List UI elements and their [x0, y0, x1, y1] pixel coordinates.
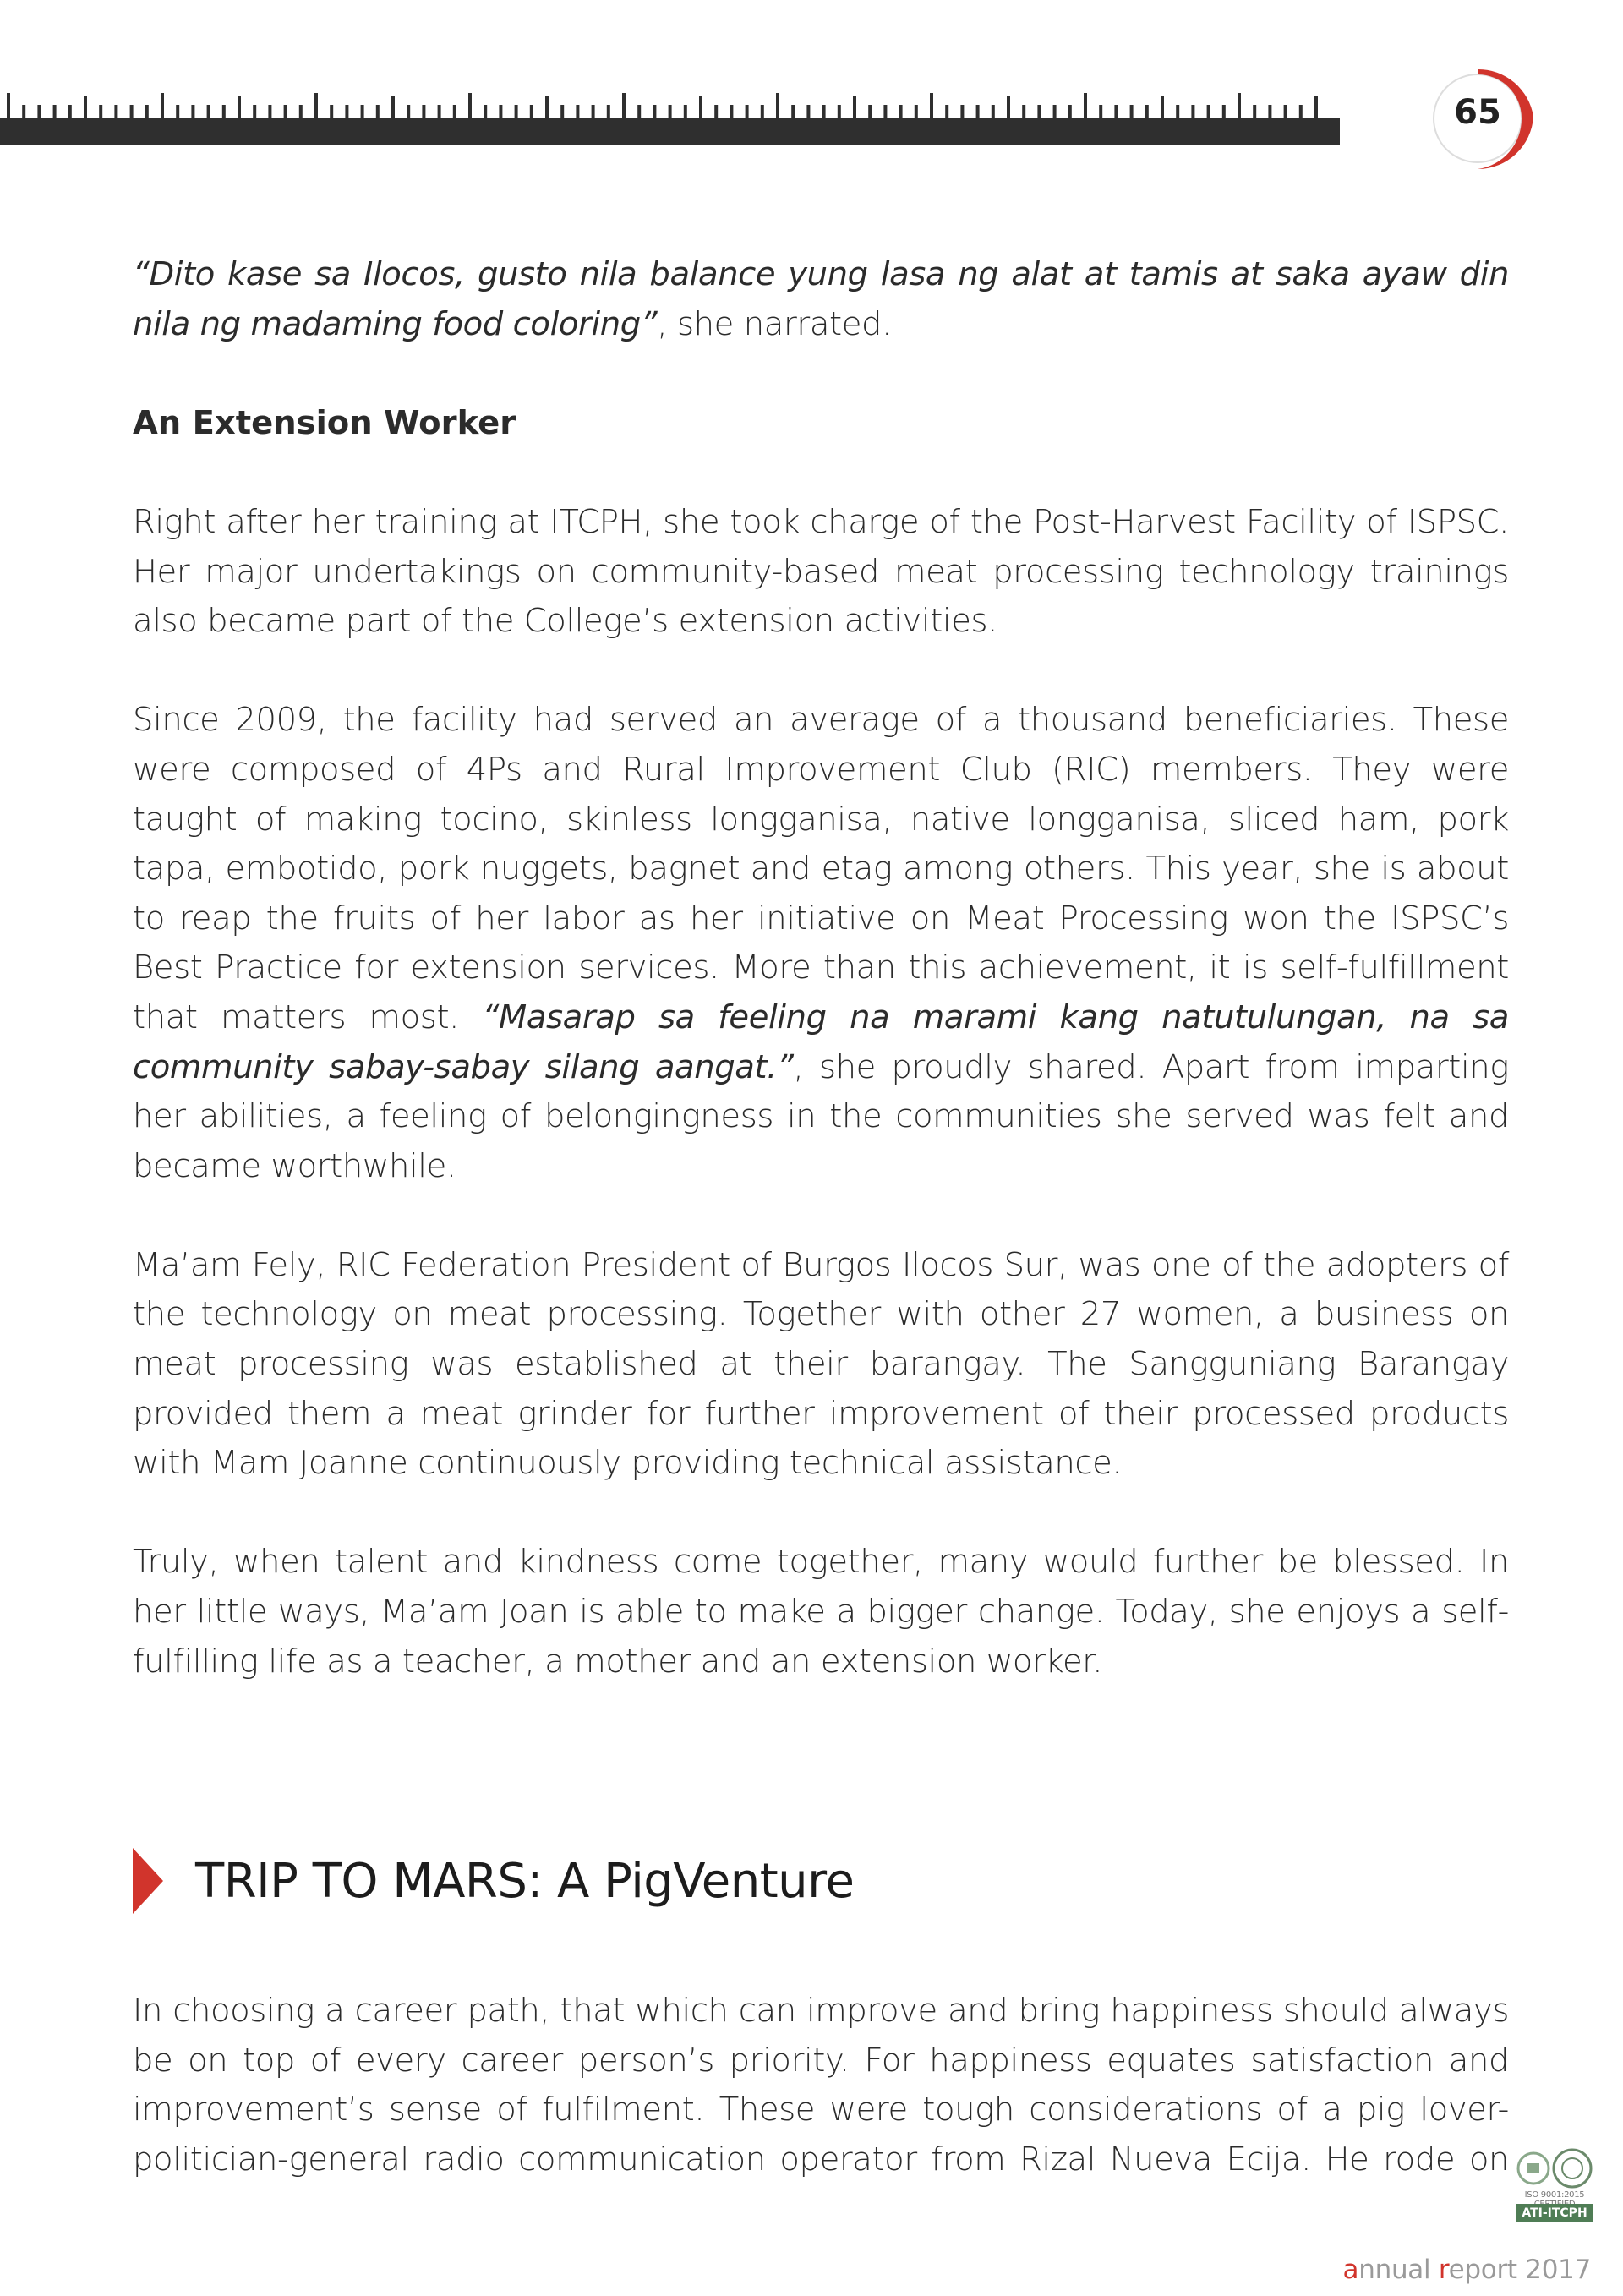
ruler-tick — [422, 105, 425, 118]
ruler-tick — [1145, 105, 1149, 118]
ruler-tick — [1314, 96, 1318, 118]
ruler-tick — [1007, 96, 1010, 118]
ruler-tick — [714, 105, 718, 118]
ruler-tick — [1299, 105, 1303, 118]
ruler-tick — [391, 96, 395, 118]
ruler-tick — [853, 96, 856, 118]
ruler-tick — [1099, 105, 1102, 118]
ruler-tick — [37, 105, 41, 118]
ruler-tick — [930, 93, 933, 118]
section-paragraph-1: In choosing a career path, that which can improve and bring happiness should always be on top of every career person’s priority. For happiness equates satisfaction and improvement’s sense of fulfilment. These were tough considerations of a pig lover-politician-general radio communication operator from Rizal Nueva Ecija. He rode on — [133, 1992, 1509, 2178]
ruler-tick — [499, 105, 502, 118]
ruler-tick — [453, 105, 456, 118]
ruler-tick — [576, 105, 579, 118]
paragraph-3: Ma’am Fely, RIC Federation President of Burgos Ilocos Sur, was one of the adopters of the technology on meat processing. Together with other 27 women, a business on meat processing was established at their barangay. The Sangguniang Barangay provided them a meat grinder for further improvement of their processed products with Mam Joanne continuously providing technical assistance. — [133, 1245, 1509, 1483]
paragraph-2 — [133, 696, 1509, 1191]
iso-seal-icon — [1505, 2143, 1604, 2190]
ruler-tick — [1253, 105, 1256, 118]
section-heading — [133, 1847, 854, 1915]
ruler-tick — [330, 105, 333, 118]
ruler-tick — [992, 105, 995, 118]
footer-letter-a: a — [1342, 2255, 1359, 2285]
ruler-tick — [1114, 105, 1118, 118]
ruler-tick — [468, 93, 472, 118]
ruler-tick — [361, 105, 364, 118]
footer-word-annual: nnual — [1358, 2255, 1439, 2285]
opening-quote-paragraph — [133, 250, 1509, 349]
ruler-tick — [345, 105, 348, 118]
ruler-tick — [1238, 93, 1241, 118]
ruler-tick — [191, 105, 194, 118]
ruler-tick — [238, 96, 241, 118]
ruler-tick — [761, 105, 764, 118]
ruler-tick — [1191, 105, 1194, 118]
ruler-tick — [314, 93, 318, 118]
ruler-tick — [1222, 105, 1226, 118]
ruler-tick — [868, 105, 872, 118]
paragraph-1: Right after her training at ITCPH, she took charge of the Post-Harvest Facility of ISPSC. Her major undertakings on community-based meat processing technology trainings also became part of the College’s extension activities. — [133, 502, 1509, 641]
ruler-tick — [284, 105, 287, 118]
ruler-tick — [838, 105, 841, 118]
ruler-tick — [1084, 93, 1087, 118]
ruler-tick — [915, 105, 918, 118]
ruler-tick — [22, 105, 25, 118]
ruler-tick — [1207, 105, 1210, 118]
article-body — [133, 250, 1509, 1736]
ruler-tick — [438, 105, 441, 118]
footer-word-report: eport 2017 — [1448, 2255, 1591, 2285]
ruler-tick — [130, 105, 134, 118]
footer-annual-report — [1343, 2255, 1591, 2285]
ruler-tick — [653, 105, 656, 118]
ruler-tick — [1068, 105, 1072, 118]
ruler-tick — [99, 105, 102, 118]
page-number: 65 — [1454, 93, 1501, 132]
ruler-tick — [806, 105, 810, 118]
ruler-tick — [899, 105, 903, 118]
page-number-badge — [1429, 51, 1547, 169]
ruler-tick — [299, 105, 303, 118]
ruler-tick — [207, 105, 210, 118]
ruler-tick — [669, 105, 672, 118]
section-heading-text: TRIP TO MARS: A PigVenture — [195, 1853, 855, 1909]
ruler-tick — [1053, 105, 1057, 118]
ruler-tick — [622, 93, 626, 118]
ruler-tick — [592, 105, 595, 118]
paragraph-2-text-a: Since 2009, the facility had served an average of a thousand beneficiaries. These were composed of 4Ps and Rural Improvement Club (RIC) members. They were taught of making tocino, skinless longganisa, native longganisa, sliced ham, pork tapa, embotido, pork nuggets, bagnet and etag among others. This year, she is about to reap the fruits of her labor as her initiative on Meat Processing won the ISPSC’s Best Practice for extension services. More than this achievement, it is self-fulfillment that matters most. — [133, 701, 1509, 1036]
ruler-tick — [407, 105, 410, 118]
opening-quote-tail: , she narrated. — [657, 304, 892, 343]
ruler-tick — [84, 96, 87, 118]
ruler-tick — [1268, 105, 1271, 118]
ruler-tick — [176, 105, 179, 118]
ruler-tick — [976, 105, 980, 118]
ruler-tick — [791, 105, 795, 118]
ruler-tick — [530, 105, 533, 118]
section-body — [133, 1987, 1509, 2184]
ruler-tick — [637, 105, 641, 118]
paragraph-2-quote: “Masarap sa feeling na marami kang natutulungan, na sa community sabay-sabay silang aangat.” — [133, 998, 1509, 1086]
ruler-tick — [699, 96, 702, 118]
ruler-tick — [960, 105, 964, 118]
opening-quote: “Dito kase sa Ilocos, gusto nila balance yung lasa ng alat at tamis at saka ayaw din nila ng madaming food coloring” — [133, 255, 1509, 343]
ruler-tick — [484, 105, 487, 118]
ruler-tick — [68, 105, 72, 118]
ati-itcph-label: ATI-ITCPH — [1516, 2204, 1593, 2222]
ruler-tick — [1161, 96, 1164, 118]
ruler-tick — [607, 105, 610, 118]
certification-logo — [1505, 2143, 1604, 2236]
footer-letter-r: r — [1438, 2255, 1449, 2285]
ruler-tick — [1176, 105, 1179, 118]
ruler-tick — [376, 105, 380, 118]
ruler-tick — [730, 105, 733, 118]
ruler-tick — [268, 105, 271, 118]
ruler-tick — [53, 105, 57, 118]
ruler-tick — [822, 105, 826, 118]
ruler-tick — [945, 105, 948, 118]
ruler-tick — [1037, 105, 1041, 118]
iso-certified-text: ISO 9001:2015 — [1524, 2190, 1585, 2200]
ruler-tick — [515, 105, 518, 118]
red-triangle-marker-icon — [133, 1848, 163, 1914]
ruler-tick — [145, 105, 149, 118]
paragraph-2-text-b: , she proudly shared. Apart from imparting her abilities, a feeling of belongingness in the communities she served was felt and became worthwhile. — [133, 1047, 1509, 1185]
subheading-extension-worker: An Extension Worker — [133, 403, 516, 442]
ruler-tick — [1284, 105, 1287, 118]
ruler-tick — [114, 105, 117, 118]
ruler-tick — [222, 105, 226, 118]
ruler-tick — [776, 93, 779, 118]
ruler-tick — [7, 93, 10, 118]
ruler-tick — [161, 93, 164, 118]
ruler-tick — [545, 96, 549, 118]
ruler-tick — [560, 105, 564, 118]
ruler-tick — [1022, 105, 1025, 118]
paragraph-4: Truly, when talent and kindness come together, many would further be blessed. In her little ways, Ma’am Joan is able to make a bigger change. Today, she enjoys a self-fulfilling life as a teacher, a mother and an extension worker. — [133, 1543, 1509, 1681]
ruler-tick — [746, 105, 749, 118]
ruler-tick — [883, 105, 887, 118]
ruler-tick — [684, 105, 687, 118]
ruler-tick — [253, 105, 256, 118]
ruler-ticks — [0, 0, 1344, 123]
ruler-tick — [1130, 105, 1134, 118]
